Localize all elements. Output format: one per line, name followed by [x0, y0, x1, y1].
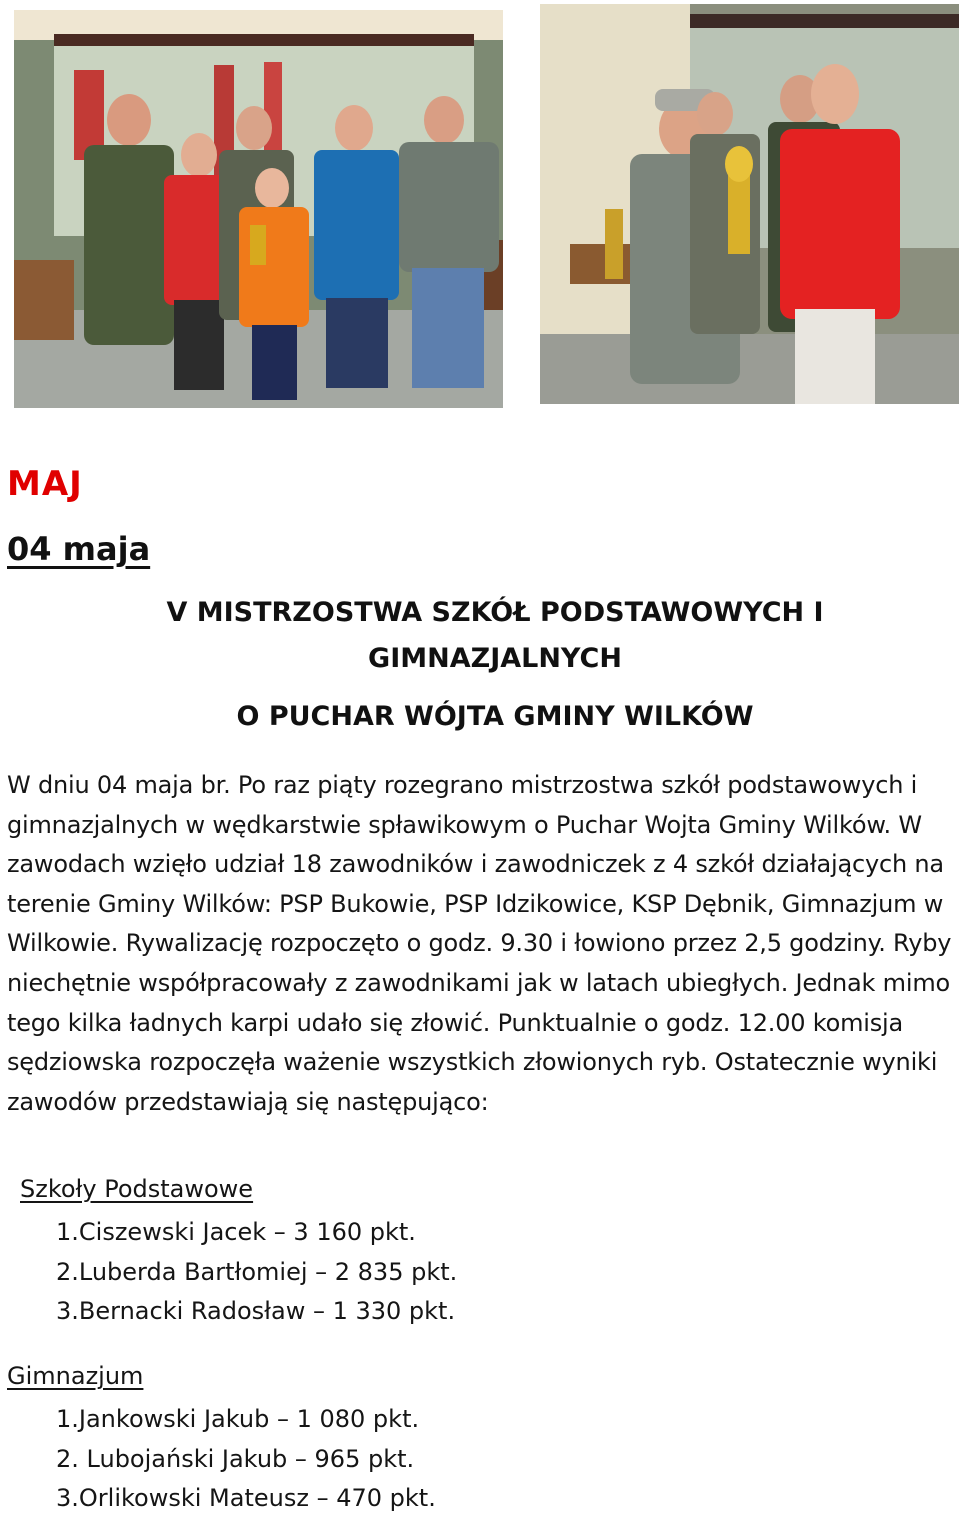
results-list-gymnasium [56, 1400, 436, 1519]
list-item: 3.Bernacki Radosław – 1 330 pkt. [56, 1297, 456, 1326]
results-list-primary-schools [56, 1213, 457, 1332]
list-item: 3.Orlikowski Mateusz – 470 pkt. [56, 1484, 436, 1513]
article-title: V MISTRZOSTWA SZKÓŁ PODSTAWOWYCH I GIMNAZJALNYCH [166, 597, 824, 674]
list-item: 1.Jankowski Jakub – 1 080 pkt. [56, 1405, 420, 1433]
list-item: 1.Ciszewski Jacek – 3 160 pkt. [56, 1218, 416, 1246]
group-photo-illustration [14, 10, 503, 408]
group-photo [14, 10, 503, 408]
event-date: 04 maja [7, 530, 151, 568]
article-subtitle: O PUCHAR WÓJTA GMINY WILKÓW [236, 701, 754, 732]
trophy-photo [540, 4, 959, 404]
list-item: 2. Lubojański Jakub – 965 pkt. [56, 1444, 415, 1473]
month-heading: MAJ [7, 464, 83, 504]
list-item: 2.Luberda Bartłomiej – 2 835 pkt. [56, 1257, 458, 1286]
results-heading-primary-schools: Szkoły Podstawowe [20, 1175, 254, 1203]
results-heading-gymnasium: Gimnazjum [7, 1362, 144, 1390]
article-body: W dniu 04 maja br. Po raz piąty rozegrano mistrzostwa szkół podstawowych i gimnazjalnych w wędkarstwie spławikowym o Puchar Wojta Gminy Wilków. W zawodach wzięło udział 18 zawodników i zawodniczek z 4 szkół działających na terenie Gminy Wilków: PSP Bukowie, PSP Idzikowice, KSP Dębnik, Gimnazjum w Wilkowie. Rywalizację rozpoczęto o godz. 9.30 i łowiono przez 2,5 godziny. Ryby niechętnie współpracowały z zawodnikami jak w latach ubiegłych. Jednak mimo tego kilka ładnych karpi udało się złowić. Punktualnie o godz. 12.00 komisja sędziowska rozpoczęła ważenie wszystkich złowionych ryb. Ostatecznie wyniki zawodów przedstawiają się następująco: [7, 771, 952, 1116]
trophy-photo-illustration [540, 4, 959, 404]
